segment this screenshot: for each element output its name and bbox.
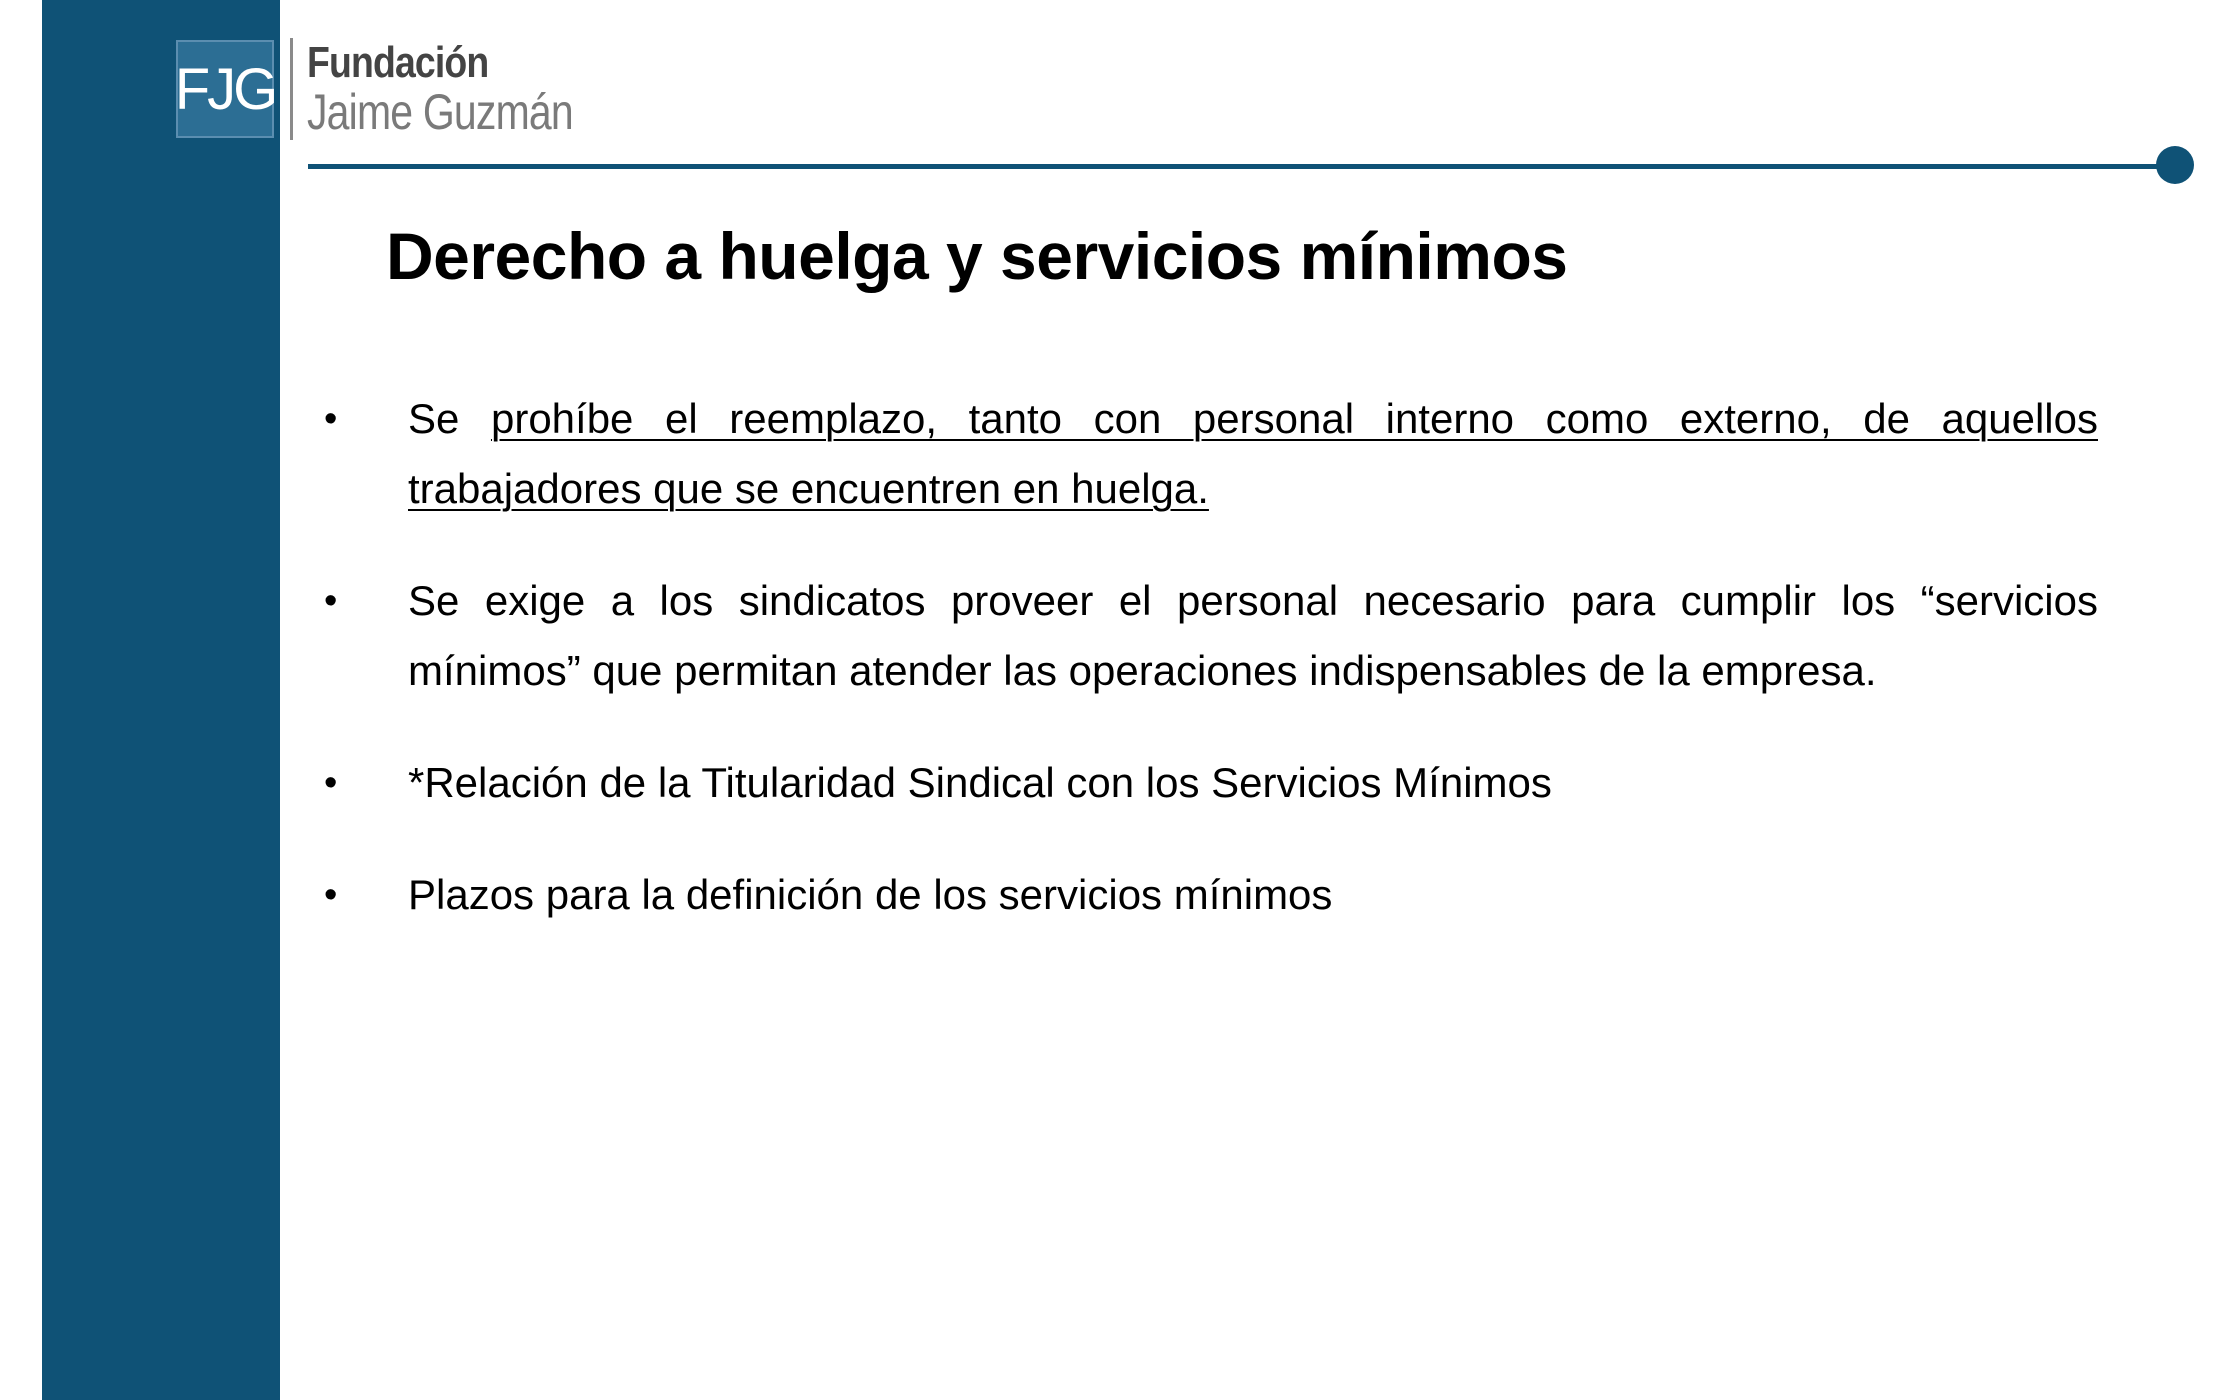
bullet-item-2 [318, 566, 2098, 706]
bullet-1-prefix: Se [408, 395, 491, 442]
bullet-icon: • [324, 580, 338, 622]
bullet-icon: • [324, 398, 338, 440]
logo [176, 36, 631, 142]
bullet-item-4 [318, 860, 2098, 930]
logo-name-line1: Fundación [307, 37, 489, 87]
logo-mark: FJG [176, 40, 274, 138]
bullet-item-1 [318, 384, 2098, 524]
header-rule-dot [2156, 146, 2194, 184]
slide-title: Derecho a huelga y servicios mínimos [386, 219, 1568, 293]
sidebar-band [42, 0, 280, 1400]
logo-divider [290, 38, 293, 140]
logo-name-line2: Jaime Guzmán [307, 83, 573, 140]
bullet-4-text: Plazos para la definición de los servicios mínimos [408, 871, 1333, 918]
bullet-icon: • [324, 874, 338, 916]
bullet-3-text: *Relación de la Titularidad Sindical con los Servicios Mínimos [408, 759, 1552, 806]
header-rule [308, 164, 2168, 169]
bullet-item-3 [318, 748, 2098, 818]
bullet-2-text: Se exige a los sindicatos proveer el personal necesario para cumplir los “servicios mínimos” que permitan atender las operaciones indispensables de la empresa. [408, 577, 2098, 694]
logo-text [307, 37, 631, 140]
bullet-icon: • [324, 762, 338, 804]
bullet-1-underlined-text: prohíbe el reemplazo, tanto con personal interno como externo, de aquellos trabajadores que se encuentren en huelga. [408, 395, 2098, 512]
bullet-list [318, 384, 2098, 972]
